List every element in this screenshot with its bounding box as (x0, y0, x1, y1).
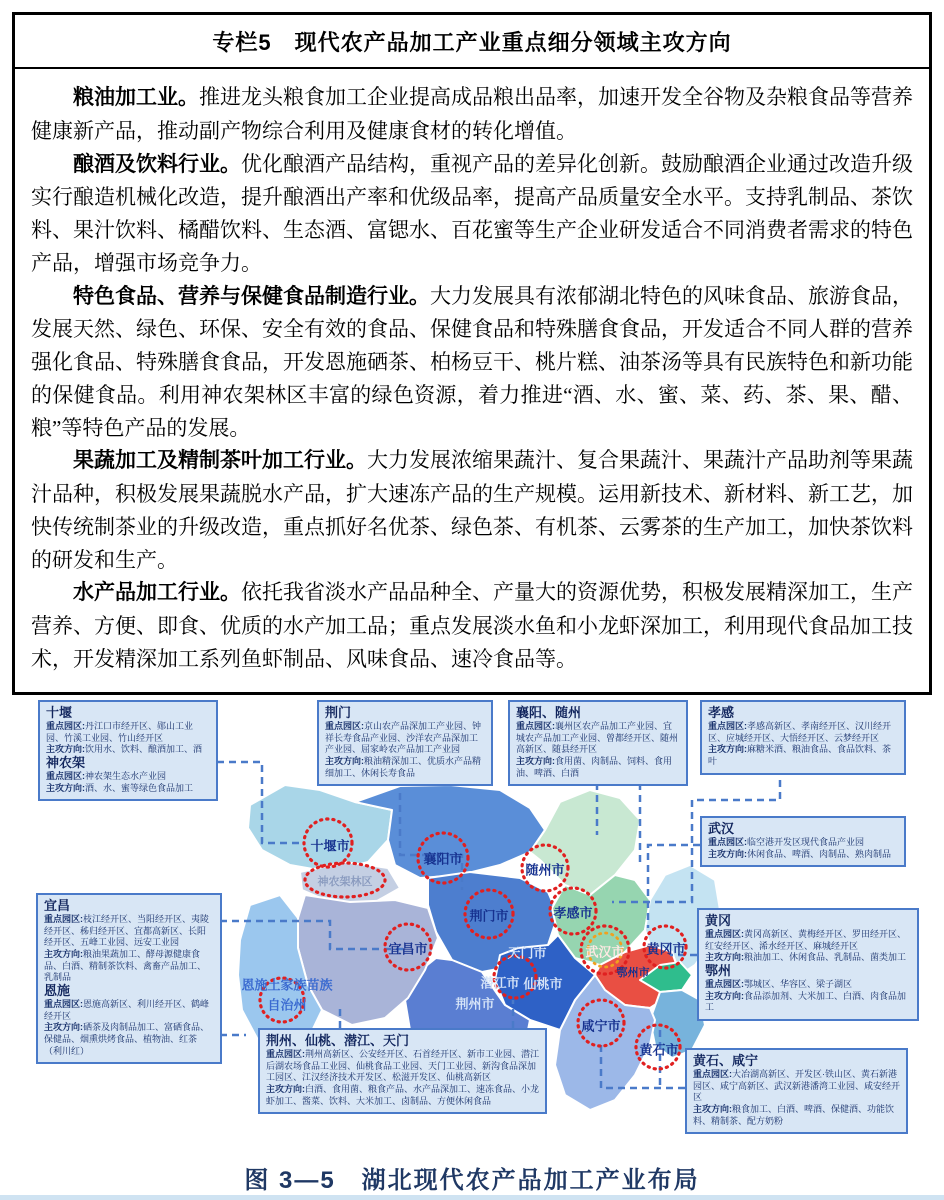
parks-value: 大冶湖高新区、开发区·铁山区、黄石新港园区、咸宁高新区、武汉新港潘湾工业园、咸安经开区 (693, 1068, 901, 1103)
callout-section (44, 899, 214, 984)
map-label-ezhou: 鄂州市 (616, 967, 650, 979)
directions-label: 主攻方向: (266, 1084, 305, 1094)
parks-line (46, 771, 210, 783)
callout-jingzhou-xiantao-qianjiang-tianmen (258, 1028, 547, 1114)
map-label-enshi: 恩施土家族苗族自治州 (241, 977, 333, 1012)
parks-value: 鄂城区、华容区、梁子湖区 (744, 978, 853, 989)
callout-section (708, 706, 898, 768)
directions-label: 主攻方向: (516, 756, 555, 766)
highlight-box-5 (12, 12, 932, 695)
parks-line (516, 721, 680, 756)
directions-value: 麻糖米酒、粮油食品、食品饮料、茶叶 (708, 744, 892, 766)
paragraph-lead: 水产品加工行业。 (73, 581, 241, 605)
directions-value: 白酒、食用菌、粮食产品、水产品深加工、速冻食品、小龙虾加工、酱菜、饮料、大米加工、卤制品、方便休闲食品 (266, 1084, 540, 1106)
callout-section (705, 964, 911, 1014)
parks-line (708, 837, 898, 849)
callout-city-title: 黄石、咸宁 (693, 1053, 759, 1068)
parks-label: 重点园区: (46, 720, 85, 731)
paragraph-body: 优化酿酒产品结构，重视产品的差异化创新。鼓励酿酒企业通过改造升级实行酿造机械化改造，提升酿酒出产率和优级品率，提高产品质量安全水平。支持乳制品、茶饮料、果汁饮料、橘醋饮料、生态酒、富锶水、百花蜜等生产企业研发适合不同消费者需求的特色产品，增强市场竞争力。 (31, 151, 913, 275)
directions-value: 休闲食品、啤酒、肉制品、熟肉制品 (747, 848, 892, 859)
map-label-wuhan: 武汉市 (585, 944, 625, 960)
paragraph-lead: 粮油加工业。 (73, 86, 199, 109)
callout-city-title: 荆州、仙桃、潜江、天门 (266, 1033, 410, 1048)
callout-section (44, 984, 214, 1057)
map-label-qianjiang: 潜江市 (480, 975, 520, 991)
directions-label: 主攻方向: (708, 848, 747, 859)
parks-label: 重点园区: (46, 770, 85, 781)
parks-value: 京山农产品深加工产业园、钟祥长寿食品产业园、沙洋农产品深加工产业园、屈家岭农产品加工产业园 (325, 720, 482, 755)
parks-line (44, 914, 214, 949)
paragraph-lead: 酿酒及饮料行业。 (73, 152, 241, 176)
directions-label: 主攻方向: (46, 744, 85, 755)
callout-city-title: 宜昌 (44, 898, 71, 913)
paragraph-body: 依托我省淡水产品品种全、产量大的资源优势，积极发展精深加工，生产营养、方便、即食、优质的水产加工品；重点发展淡水鱼和小龙虾深加工，利用现代食品加工技术，开发精深加工系列鱼虾制品、风味食品、速冷食品等。 (31, 580, 913, 671)
directions-value: 粮油果蔬加工、酵母源健康食品、白酒、精制茶饮料、禽畜产品加工、乳制品 (44, 949, 207, 983)
callout-wuhan (700, 816, 906, 867)
parks-value: 临空港开发区现代食品产业园 (747, 836, 865, 847)
parks-line (708, 721, 898, 744)
panel-paragraph (31, 444, 913, 576)
callout-section (516, 706, 680, 779)
callout-section (46, 706, 210, 756)
callout-city-title: 神农架 (46, 755, 86, 770)
parks-label: 重点园区: (516, 720, 555, 731)
directions-line (516, 756, 680, 779)
parks-value: 神农架生态水产业园 (85, 770, 167, 781)
directions-label: 主攻方向: (708, 744, 747, 755)
directions-label: 主攻方向: (705, 990, 744, 1001)
callout-shiyan-shennongjia (38, 700, 218, 801)
callout-city-title: 恩施 (44, 983, 71, 999)
callout-section (705, 914, 911, 964)
directions-label: 主攻方向: (46, 782, 85, 793)
parks-value: 丹江口市经开区、郧山工业园、竹溪工业园、竹山经开区 (46, 720, 194, 743)
directions-value: 粮油加工、休闲食品、乳制品、菌类加工 (744, 952, 907, 963)
paragraph-lead: 特色食品、营养与保健食品制造行业。 (73, 284, 430, 308)
directions-line (44, 1022, 214, 1057)
callout-section (708, 822, 898, 860)
parks-label: 重点园区: (325, 720, 364, 731)
callout-section (693, 1054, 900, 1127)
parks-value: 襄州区农产品加工产业园、宜城农产品加工产业园、曾都经开区、随州高新区、随县经开区 (516, 720, 679, 755)
callout-section (46, 756, 210, 794)
map-label-shennongjia: 神农架林区 (317, 876, 373, 888)
panel-title: 专栏5 现代农产品加工产业重点细分领域主攻方向 (15, 15, 929, 69)
panel-body (15, 69, 929, 692)
callout-yichang-enshi (36, 893, 222, 1064)
directions-label: 主攻方向: (705, 952, 744, 963)
directions-line (46, 783, 210, 795)
callout-city-title: 鄂州 (705, 963, 732, 978)
callout-huangshi-xianning (685, 1048, 908, 1134)
parks-line (44, 999, 214, 1022)
directions-line (693, 1104, 900, 1127)
callout-city-title: 荆门 (325, 705, 352, 720)
parks-label: 重点园区: (693, 1068, 732, 1079)
parks-line (693, 1069, 900, 1104)
callout-city-title: 十堰 (46, 705, 73, 720)
map-label-xianning: 咸宁市 (581, 1018, 621, 1034)
directions-value: 硒茶及肉制品加工、富硒食品、保健品、烟熏烘烤食品、植物油、红茶（利川红） (44, 1022, 210, 1056)
directions-line (44, 949, 214, 984)
parks-label: 重点园区: (708, 836, 747, 847)
callout-city-title: 襄阳、随州 (516, 705, 582, 720)
directions-line (708, 849, 898, 861)
panel-paragraph (31, 280, 913, 445)
parks-value: 荆州高新区、公安经开区、石首经开区、新市工业园、潜江后湖农场食品工业园、仙桃食品工业园、天门工业园、新沟食品深加工园区、江汉经济技术开发区、松滋开发区、仙桃高新区 (266, 1048, 540, 1083)
map-label-huanggang: 黄冈市 (646, 941, 686, 957)
map-label-xiaogan: 孝感市 (553, 905, 593, 921)
map-label-xiangyang: 襄阳市 (423, 851, 463, 867)
callout-city-title: 武汉 (708, 821, 735, 836)
directions-value: 酒、水、蜜等绿色食品加工 (85, 782, 194, 793)
parks-value: 黄冈高新区、黄梅经开区、罗田经开区、红安经开区、浠水经开区、麻城经开区 (705, 928, 907, 951)
map-label-jingzhou: 荆州市 (455, 996, 495, 1012)
paragraph-body: 大力发展具有浓郁湖北特色的风味食品、旅游食品，发展天然、绿色、环保、安全有效的食品、保健食品和特殊膳食食品，开发适合不同人群的营养强化食品、特殊膳食食品，开发恩施硒茶、柏杨豆干、桃片糕、油茶汤等具有民族特色和新功能的保健食品。利用神农架林区丰富的绿色资源，着力推进“酒、水、蜜、菜、药、茶、果、醋、粮”等特色产品的发展。 (31, 283, 913, 440)
parks-value: 枝江经开区、当阳经开区、夷陵经开区、秭归经开区、宜都高新区、长阳经开区、五峰工业园、远安工业园 (44, 913, 210, 948)
parks-label: 重点园区: (705, 978, 744, 989)
callout-huanggang-ezhou (697, 908, 919, 1021)
panel-paragraph (31, 576, 913, 675)
parks-value: 孝感高新区、孝南经开区、汉川经开区、应城经开区、大悟经开区、云梦经开区 (708, 720, 892, 743)
parks-line (266, 1049, 539, 1084)
directions-value: 食品添加剂、大米加工、白酒、肉食品加工 (705, 990, 907, 1013)
parks-label: 重点园区: (44, 913, 83, 924)
directions-label: 主攻方向: (44, 1022, 83, 1033)
paragraph-body: 大力发展浓缩果蔬汁、复合果蔬汁、果蔬汁产品助剂等果蔬汁品种，积极发展果蔬脱水产品，扩大速冻产品的生产规模。运用新技术、新材料、新工艺，加快传统制茶业的升级改造，重点抓好名优茶、绿色茶、有机茶、云雾茶的生产加工，加快茶饮料的研发和生产。 (31, 448, 913, 572)
directions-label: 主攻方向: (44, 949, 83, 959)
hubei-industry-map-figure (0, 690, 944, 1160)
panel-paragraph (31, 81, 913, 148)
map-label-tianmen: 天门市 (507, 945, 547, 961)
callout-section (266, 1034, 539, 1107)
directions-line (708, 744, 898, 767)
parks-label: 重点园区: (266, 1048, 305, 1059)
directions-value: 粮食加工、白酒、啤酒、保健酒、功能饮料、精制茶、配方奶粉 (693, 1104, 895, 1126)
directions-value: 饮用水、饮料、酿酒加工、酒 (85, 744, 203, 755)
map-label-suizhou: 随州市 (525, 862, 565, 878)
parks-line (325, 721, 485, 756)
directions-label: 主攻方向: (693, 1104, 732, 1114)
callout-xiangyang-suizhou (508, 700, 688, 786)
parks-line (705, 979, 911, 991)
callout-xiaogan (700, 700, 906, 775)
callout-city-title: 黄冈 (705, 913, 732, 928)
map-label-jingmen: 荆门市 (469, 908, 509, 924)
map-label-xiantao: 仙桃市 (523, 976, 563, 992)
parks-label: 重点园区: (708, 720, 747, 731)
bottom-divider (0, 1195, 944, 1200)
directions-line (266, 1084, 539, 1107)
callout-jingmen (317, 700, 493, 786)
directions-line (705, 952, 911, 964)
panel-paragraph (31, 148, 913, 280)
directions-value: 粮油精深加工、优质水产品精细加工、休闲长寿食品 (325, 756, 482, 778)
directions-value: 食用菌、肉制品、饲料、食用油、啤酒、白酒 (516, 756, 673, 778)
callout-section (325, 706, 485, 779)
directions-line (325, 756, 485, 779)
paragraph-body: 推进龙头粮食加工企业提高成品粮出品率，加速开发全谷物及杂粮食品等营养健康新产品，推动副产物综合利用及健康食材的转化增值。 (31, 85, 913, 143)
map-label-shiyan: 十堰市 (310, 838, 350, 854)
directions-line (705, 991, 911, 1014)
map-label-huangshi: 黄石市 (639, 1042, 679, 1058)
paragraph-lead: 果蔬加工及精制茶叶加工行业。 (73, 449, 367, 473)
figure-caption: 图 3—5 湖北现代农产品加工产业布局 (244, 1167, 700, 1194)
directions-label: 主攻方向: (325, 756, 364, 766)
parks-value: 恩施高新区、利川经开区、鹤峰经开区 (44, 999, 210, 1021)
callout-city-title: 孝感 (708, 705, 735, 720)
parks-line (705, 929, 911, 952)
map-label-yichang: 宜昌市 (388, 941, 428, 957)
parks-label: 重点园区: (44, 999, 83, 1009)
parks-label: 重点园区: (705, 928, 744, 939)
parks-line (46, 721, 210, 744)
